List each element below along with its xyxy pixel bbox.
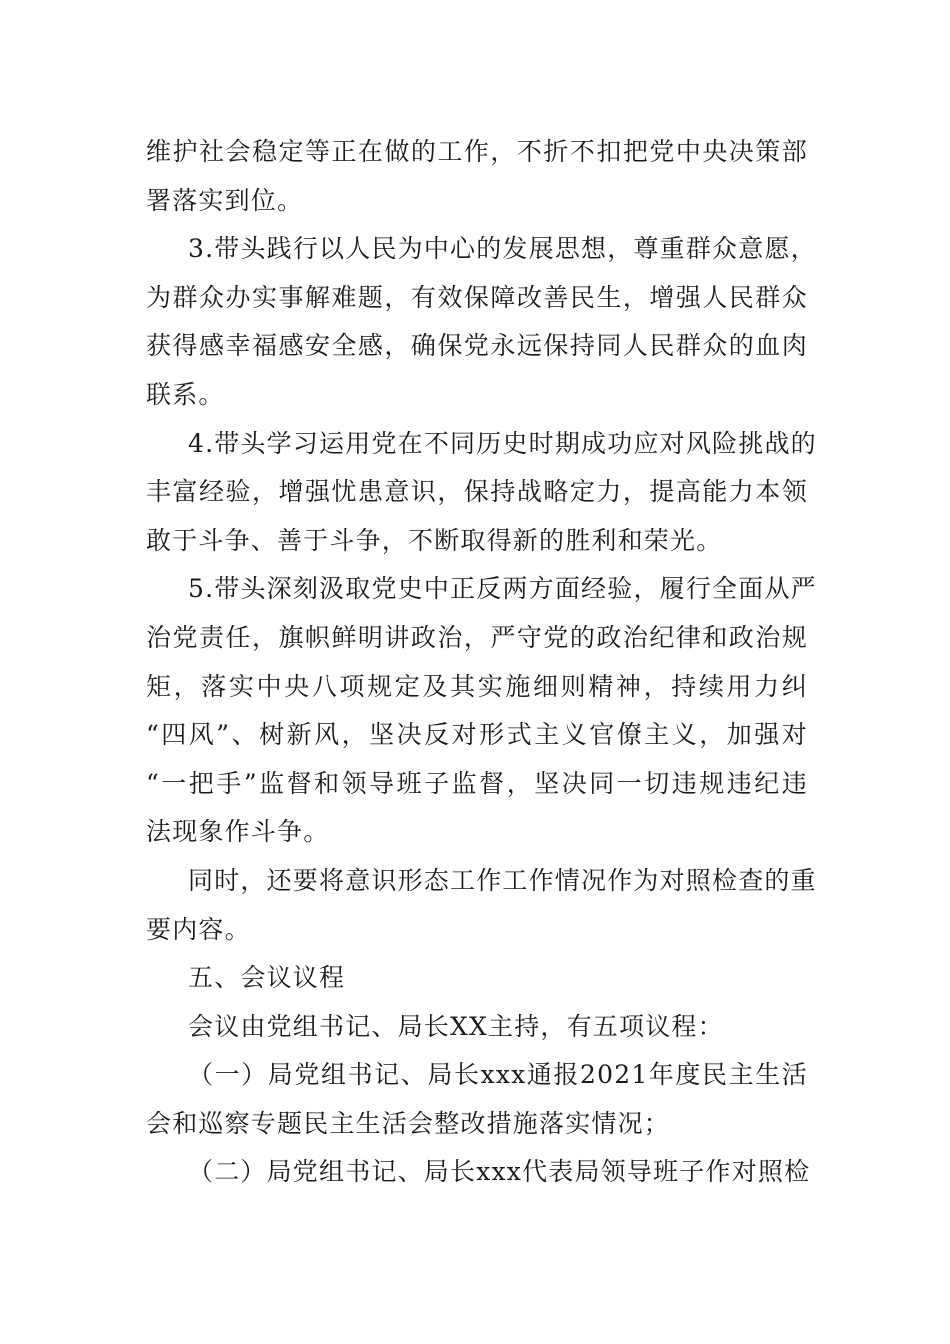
body-line: 法现象作斗争。: [146, 817, 330, 847]
section-heading: 五、会议议程: [188, 963, 346, 993]
body-line: 维护社会稳定等正在做的工作，不折不扣把党中央决策部: [146, 137, 808, 166]
body-line: 4.带头学习运用党在不同历史时期成功应对风险挑战的: [188, 428, 817, 458]
body-line: 会议由党组书记、局长XX主持，有五项议程：: [188, 1011, 724, 1041]
body-line: 会和巡察专题民主生活会整改措施落实情况；: [146, 1108, 671, 1138]
body-line: 3.带头践行以人民为中心的发展思想，尊重群众意愿，: [188, 234, 817, 264]
body-line: “四风”、树新风，坚决反对形式主义官僚主义，加强对: [146, 720, 808, 750]
body-line: 5.带头深刻汲取党史中正反两方面经验，履行全面从严: [188, 574, 817, 604]
body-line: 矩，落实中央八项规定及其实施细则精神，持续用力纠: [146, 671, 808, 701]
body-line: 要内容。: [146, 914, 251, 944]
body-line: 获得感幸福感安全感，确保党永远保持同人民群众的血肉: [146, 331, 808, 361]
body-line: 同时，还要将意识形态工作工作情况作为对照检查的重: [188, 865, 817, 895]
body-line: 为群众办实事解难题，有效保障改善民生，增强人民群众: [146, 282, 808, 312]
body-line: 署落实到位。: [146, 185, 304, 215]
agenda-item: （一）局党组书记、局长xxx通报2021年度民主生活: [188, 1060, 808, 1090]
body-line: 丰富经验，增强忧患意识，保持战略定力，提高能力本领: [146, 477, 808, 507]
body-line: 敢于斗争、善于斗争，不断取得新的胜利和荣光。: [146, 525, 723, 555]
agenda-item: （二）局党组书记、局长xxx代表局领导班子作对照检: [188, 1157, 811, 1187]
body-line: 治党责任，旗帜鲜明讲政治，严守党的政治纪律和政治规: [146, 622, 808, 652]
body-line: 联系。: [146, 379, 225, 409]
body-line: “一把手”监督和领导班子监督，坚决同一切违规违纪违: [146, 768, 808, 798]
document-body: [146, 128, 817, 1197]
